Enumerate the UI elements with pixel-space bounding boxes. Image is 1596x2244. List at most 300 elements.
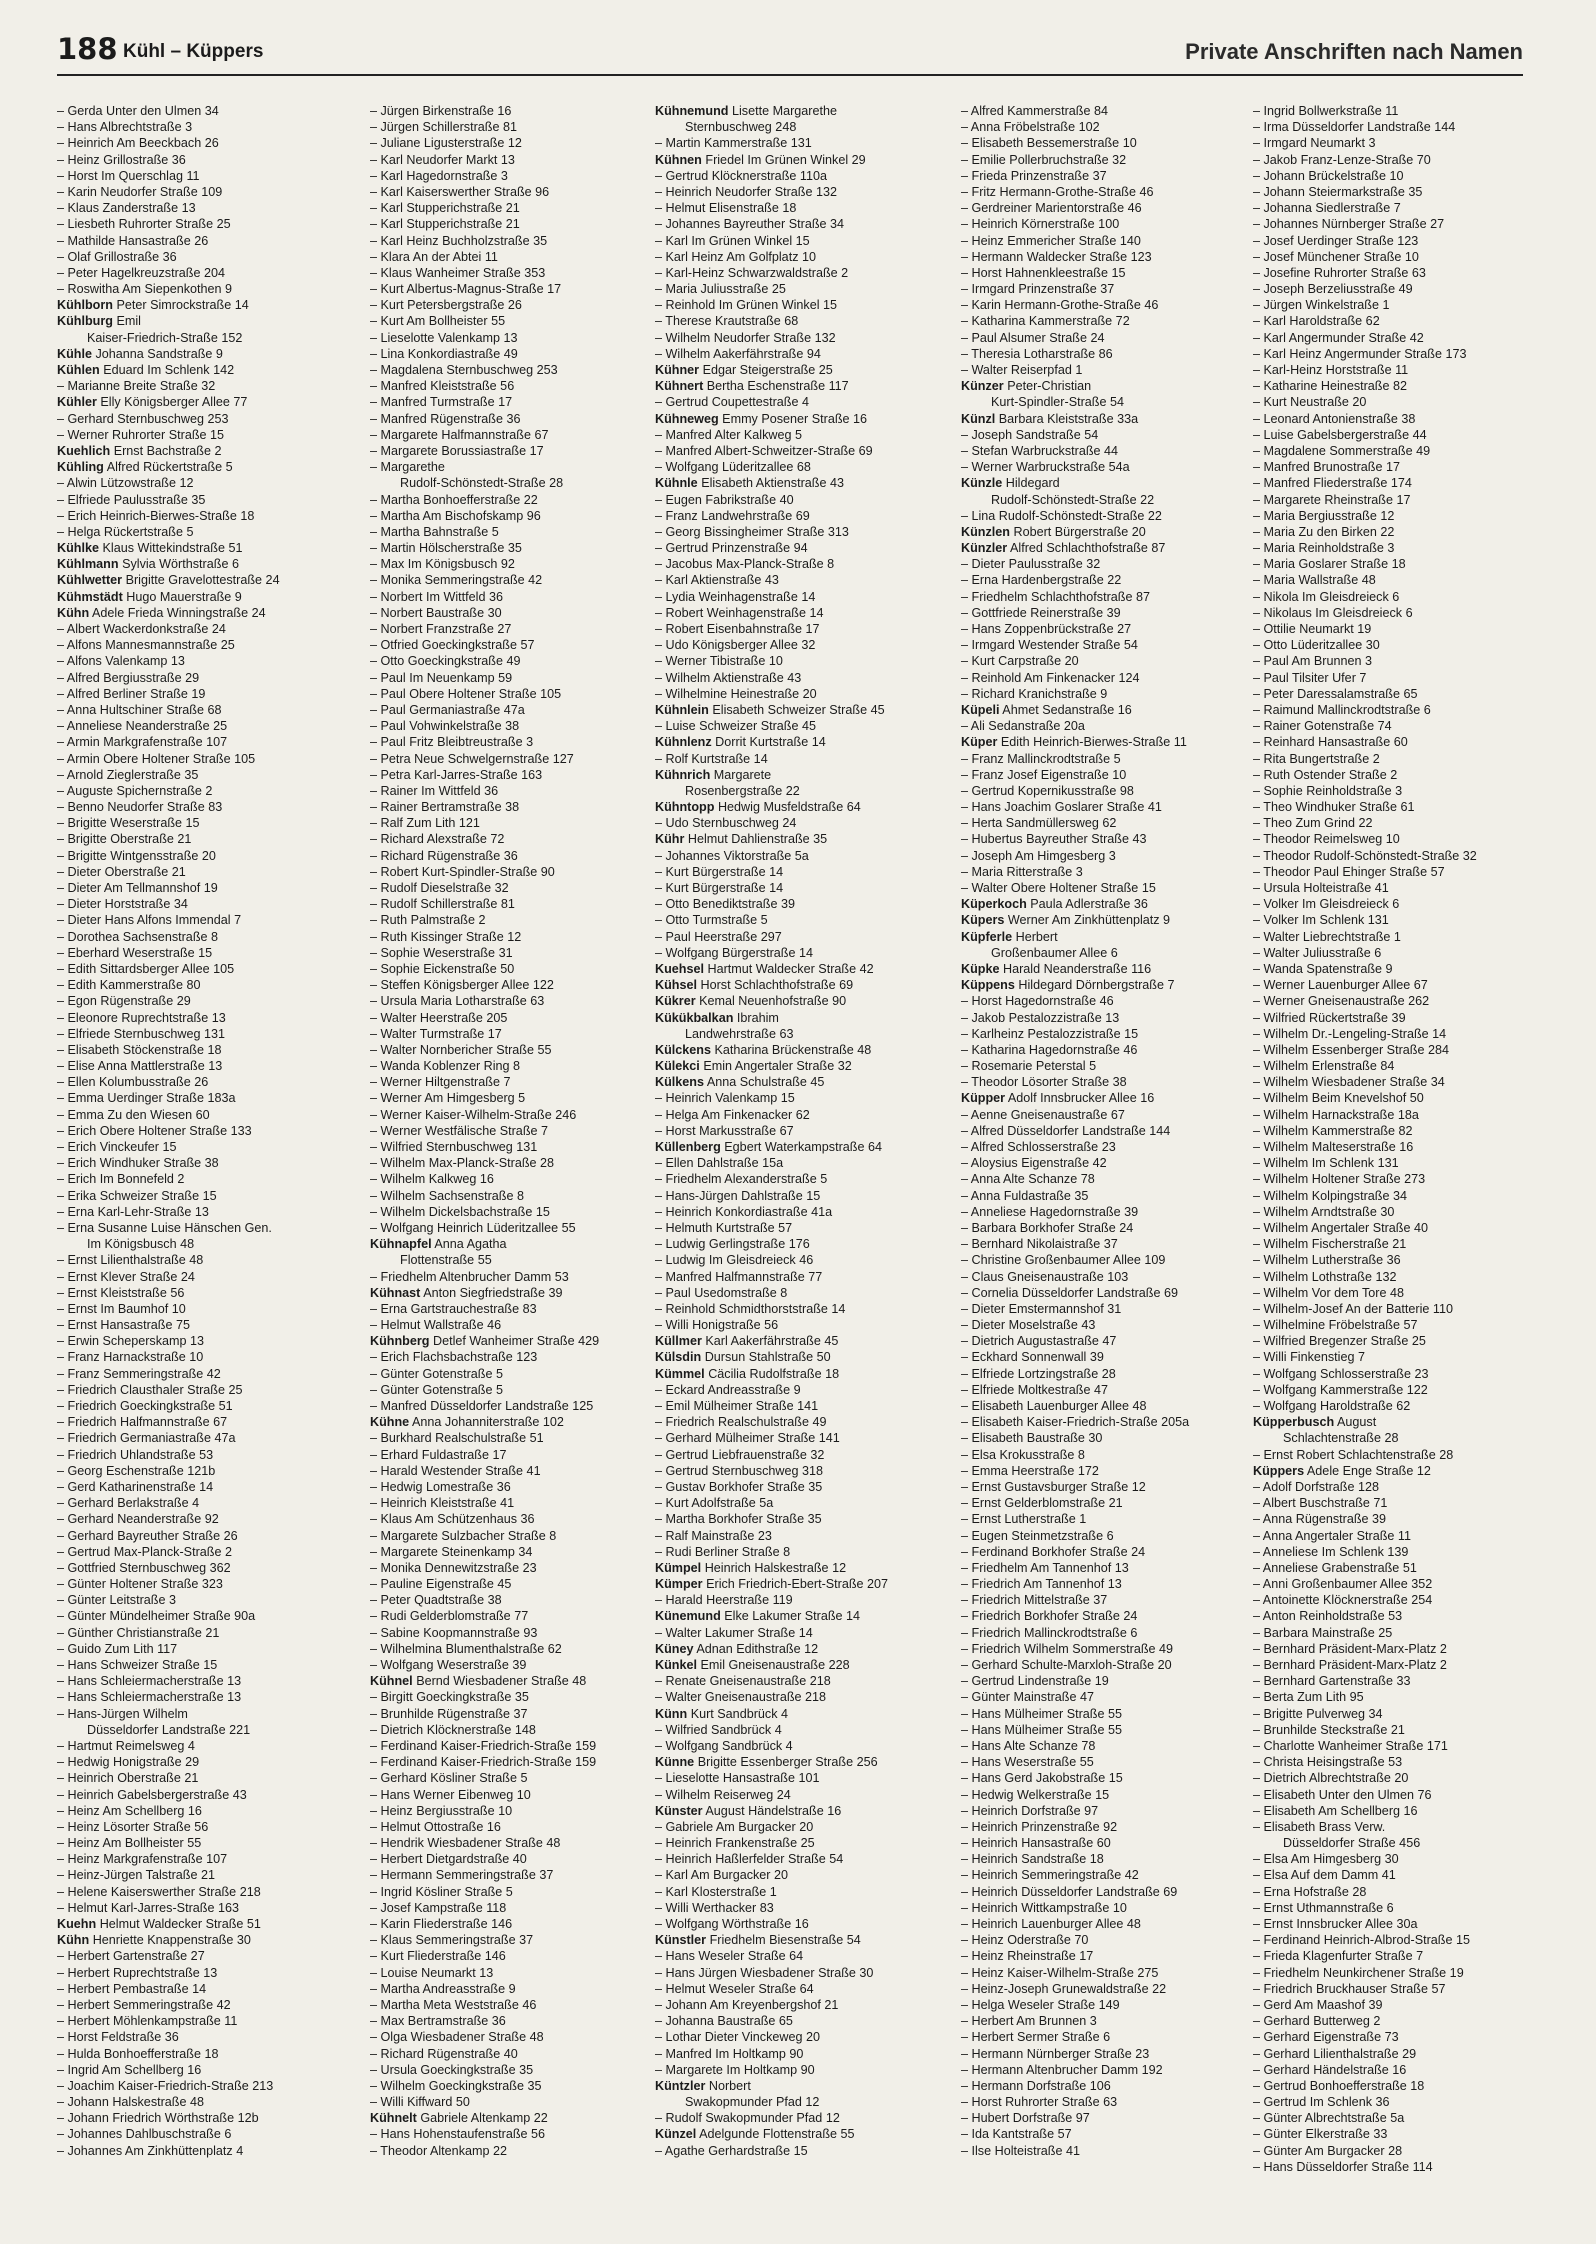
entry-text: – Maria Reinholdstraße 3 <box>1253 541 1395 556</box>
directory-entry <box>1253 313 1535 329</box>
directory-entry <box>370 1398 652 1414</box>
directory-entry <box>655 1884 937 1900</box>
entry-text: – Nikolaus Im Gleisdreieck 6 <box>1253 605 1413 620</box>
surname-heading: Künster <box>655 1803 703 1818</box>
directory-entry <box>961 1657 1243 1673</box>
directory-entry <box>370 1414 652 1430</box>
entry-text: – Anna Rügenstraße 39 <box>1253 1512 1387 1527</box>
directory-entry <box>1253 265 1535 281</box>
entry-text: – Gottfried Sternbuschweg 362 <box>57 1560 231 1575</box>
directory-entry <box>961 751 1243 767</box>
surname-heading: Küney <box>655 1641 694 1656</box>
entry-text: – Paul Vohwinkelstraße 38 <box>370 719 520 734</box>
directory-entry <box>961 1398 1243 1414</box>
running-title: Kühl – Küppers <box>123 41 264 62</box>
entry-text: – Dieter Emstermannshof 31 <box>961 1301 1122 1316</box>
directory-entry <box>370 1026 652 1042</box>
entry-text: – Heinrich Am Beeckbach 26 <box>57 136 219 151</box>
entry-text: Kurt-Spindler-Straße 54 <box>991 395 1124 410</box>
entry-text: – Christa Heisingstraße 53 <box>1253 1755 1403 1770</box>
entry-text: – Dietrich Augustastraße 47 <box>961 1334 1117 1349</box>
directory-entry <box>655 2062 937 2078</box>
entry-text: – Ali Sedanstraße 20a <box>961 719 1085 734</box>
directory-entry <box>1253 1916 1535 1932</box>
directory-entry <box>1253 1819 1535 1835</box>
entry-text: Emil Gneisenaustraße 228 <box>700 1658 850 1672</box>
entry-text: – Katharine Heinestraße 82 <box>1253 379 1408 394</box>
entry-text: – Gerhard Lilienthalstraße 29 <box>1253 2046 1417 2061</box>
entry-text: – Josef Kampstraße 118 <box>370 1900 507 1915</box>
entry-text: – Jakob Pestalozzistraße 13 <box>961 1010 1120 1025</box>
entry-text: – Herbert Möhlenkampstraße 11 <box>57 2014 238 2029</box>
directory-entry <box>655 508 937 524</box>
entry-text: – Franz Landwehrstraße 69 <box>655 508 810 523</box>
directory-entry <box>1253 783 1535 799</box>
entry-text: – Otto Turmstraße 5 <box>655 913 768 928</box>
directory-entry <box>370 152 652 168</box>
directory-entry <box>1253 767 1535 783</box>
entry-text: – Elisabeth Stöckenstraße 18 <box>57 1042 222 1057</box>
directory-entry <box>370 718 652 734</box>
directory-entry <box>1253 2046 1535 2062</box>
entry-text: Dorrit Kurtstraße 14 <box>715 735 826 750</box>
directory-entry <box>370 411 652 427</box>
directory-entry <box>961 864 1243 880</box>
entry-text: – Ruth Kissinger Straße 12 <box>370 929 522 944</box>
entry-text: – Guido Zum Lith 117 <box>57 1641 178 1656</box>
entry-text: – Wilhelm Fischerstraße 21 <box>1253 1237 1407 1252</box>
directory-entry <box>1253 912 1535 928</box>
surname-heading: Künzler <box>961 541 1008 556</box>
entry-text: Peter Simrockstraße 14 <box>116 298 249 313</box>
entry-text: Norbert <box>708 2078 751 2093</box>
entry-text: – Wilhelmine Fröbelstraße 57 <box>1253 1318 1418 1333</box>
entry-text: – Fritz Hermann-Grothe-Straße 46 <box>961 184 1154 199</box>
directory-entry <box>1253 653 1535 669</box>
entry-text: – Gerhard Bayreuther Straße 26 <box>57 1528 238 1543</box>
surname-heading: Küperkoch <box>961 897 1027 912</box>
entry-text: Rosenbergstraße 22 <box>685 783 800 798</box>
entry-text: Herbert <box>1015 929 1058 944</box>
directory-entry <box>370 103 652 119</box>
entry-text: – Eugen Fabrikstraße 40 <box>655 492 794 507</box>
entry-text: Adolf Innsbrucker Allee 16 <box>1007 1091 1155 1106</box>
directory-entry <box>370 2078 652 2094</box>
directory-entry <box>1253 848 1535 864</box>
directory-entry <box>57 751 339 767</box>
entry-text: – Gerhard Händelstraße 16 <box>1253 2062 1407 2077</box>
directory-entry <box>1253 1090 1535 1106</box>
directory-entry <box>961 119 1243 135</box>
directory-entry <box>655 1107 937 1123</box>
entry-text: – Werner Westfälische Straße 7 <box>370 1123 549 1138</box>
surname-heading: Küppens <box>961 978 1015 993</box>
surname-heading: Kühlborn <box>57 298 113 313</box>
directory-entry <box>961 848 1243 864</box>
directory-entry <box>1253 945 1535 961</box>
directory-entry <box>1253 751 1535 767</box>
entry-text: – Walter Obere Holtener Straße 15 <box>961 881 1156 895</box>
entry-text: – Udo Königsberger Allee 32 <box>655 638 816 653</box>
entry-text: – Walter Lakumer Straße 14 <box>655 1625 813 1640</box>
entry-text: – Monika Semmeringstraße 42 <box>370 573 543 588</box>
directory-entry <box>961 1414 1243 1430</box>
entry-text: – Karl-Heinz Schwarzwaldstraße 2 <box>655 265 849 280</box>
directory-entry <box>1253 815 1535 831</box>
directory-entry <box>655 831 937 847</box>
directory-entry <box>1253 1673 1535 1689</box>
directory-entry <box>961 1884 1243 1900</box>
entry-text: – Eugen Steinmetzstraße 6 <box>961 1528 1114 1543</box>
entry-text: – Gertrud Bonhoefferstraße 18 <box>1253 2078 1425 2093</box>
entry-text: – Erna Hofstraße 28 <box>1253 1884 1367 1899</box>
entry-text: – Karl Heinz Am Golfplatz 10 <box>655 249 816 264</box>
entry-text: Cäcilia Rudolfstraße 18 <box>708 1366 840 1381</box>
entry-text: – Wilhelm Kalkweg 16 <box>370 1172 494 1187</box>
entry-text: Bernd Wiesbadener Straße 48 <box>416 1674 587 1689</box>
directory-entry <box>655 1349 937 1365</box>
directory-entry <box>370 751 652 767</box>
directory-entry <box>961 1252 1243 1268</box>
entry-text: – Theodor Reimelsweg 10 <box>1253 832 1400 847</box>
directory-entry <box>961 1738 1243 1754</box>
entry-text: Ernst Bachstraße 2 <box>113 443 222 458</box>
directory-entry <box>57 443 339 459</box>
directory-entry <box>655 200 937 216</box>
directory-entry <box>961 1770 1243 1786</box>
directory-entry <box>961 1754 1243 1770</box>
entry-text: Hildegard Dörnbergstraße 7 <box>1018 978 1175 993</box>
directory-entry <box>1253 281 1535 297</box>
entry-text: – Edith Sittardsberger Allee 105 <box>57 961 235 976</box>
entry-text: – Max Bertramstraße 36 <box>370 2014 506 2029</box>
directory-entry <box>370 524 652 540</box>
entry-text: – Hans-Jürgen Wilhelm <box>57 1706 188 1721</box>
surname-heading: Kühneweg <box>655 411 719 426</box>
directory-entry <box>370 1188 652 1204</box>
entry-text: – Gerhard Mülheimer Straße 141 <box>655 1431 840 1446</box>
surname-heading: Künzel <box>655 2127 697 2142</box>
entry-text: Helmut Dahlienstraße 35 <box>687 832 828 847</box>
directory-entry <box>1253 1285 1535 1301</box>
directory-entry <box>57 135 339 151</box>
entry-text: Brigitte Gravelottestraße 24 <box>125 573 280 588</box>
entry-text: – Walter Juliusstraße 6 <box>1253 945 1382 960</box>
entry-text: – Kurt Fliederstraße 146 <box>370 1949 506 1964</box>
entry-text: – Friedhelm Am Tannenhof 13 <box>961 1560 1129 1575</box>
directory-entry <box>370 1430 652 1446</box>
entry-text: – Heinz Lösorter Straße 56 <box>57 1819 209 1834</box>
directory-entry <box>1253 864 1535 880</box>
entry-text: – Friedrich Wilhelm Sommerstraße 49 <box>961 1641 1174 1656</box>
entry-text: – Heinrich Hansastraße 60 <box>961 1836 1111 1851</box>
entry-text: – Friedhelm Altenbrucher Damm 53 <box>370 1269 569 1284</box>
directory-entry <box>655 378 937 394</box>
directory-entry <box>370 1155 652 1171</box>
directory-entry <box>655 135 937 151</box>
directory-entry <box>57 961 339 977</box>
entry-text: – Wilhelm Erlenstraße 84 <box>1253 1059 1395 1074</box>
directory-entry <box>655 1447 937 1463</box>
directory-entry <box>370 1528 652 1544</box>
entry-text: – Horst Hahnenkleestraße 15 <box>961 265 1126 280</box>
surname-heading: Kühmstädt <box>57 589 123 604</box>
directory-entry <box>57 346 339 362</box>
entry-text: – Heinz Bergiusstraße 10 <box>370 1803 513 1818</box>
directory-entry <box>961 1641 1243 1657</box>
entry-text: – Klaus Semmeringstraße 37 <box>370 1933 534 1948</box>
directory-entry <box>961 2029 1243 2045</box>
directory-entry <box>57 1495 339 1511</box>
directory-entry <box>1253 1398 1535 1414</box>
entry-text: – Ferdinand Kaiser-Friedrich-Straße 159 <box>370 1738 597 1753</box>
directory-entry <box>57 1204 339 1220</box>
entry-text: – Dieter Moselstraße 43 <box>961 1318 1096 1333</box>
entry-text: – Gerhard Berlakstraße 4 <box>57 1496 200 1511</box>
directory-entry <box>961 330 1243 346</box>
directory-entry <box>370 2062 652 2078</box>
entry-text: – Anna Hultschiner Straße 68 <box>57 702 222 717</box>
directory-entry <box>655 1171 937 1187</box>
entry-text: – Gerhard Schulte-Marxloh-Straße 20 <box>961 1658 1172 1672</box>
entry-text: – Maria Zu den Birken 22 <box>1253 524 1395 539</box>
entry-text: Anton Siegfriedstraße 39 <box>423 1285 563 1300</box>
directory-entry <box>961 1317 1243 1333</box>
entry-text: – Günter Holtener Straße 323 <box>57 1577 223 1592</box>
directory-entry <box>57 1770 339 1786</box>
directory-entry <box>655 297 937 313</box>
entry-text: – Helene Kaiserswerther Straße 218 <box>57 1884 261 1899</box>
directory-entry <box>1253 1220 1535 1236</box>
directory-entry <box>57 1366 339 1382</box>
directory-entry <box>370 1301 652 1317</box>
directory-entry <box>370 1900 652 1916</box>
directory-entry <box>57 1301 339 1317</box>
directory-entry <box>370 1382 652 1398</box>
entry-text: – Otfried Goeckingkstraße 57 <box>370 638 535 653</box>
entry-text: – Anton Reinholdstraße 53 <box>1253 1609 1403 1624</box>
entry-text: – Klaus Zanderstraße 13 <box>57 201 196 216</box>
directory-entry <box>655 702 937 718</box>
directory-entry <box>1253 184 1535 200</box>
entry-text: – Werner Lauenburger Allee 67 <box>1253 978 1428 993</box>
directory-entry <box>57 1803 339 1819</box>
entry-text: – Paul Fritz Bleibtreustraße 3 <box>370 735 534 750</box>
directory-entry <box>655 2078 937 2094</box>
entry-text: Hartmut Waldecker Straße 42 <box>707 961 874 976</box>
entry-text: – Lothar Dieter Vinckeweg 20 <box>655 2030 820 2045</box>
entry-text: – Brigitte Wintgensstraße 20 <box>57 848 216 863</box>
entry-text: – Theodor Altenkamp 22 <box>370 2143 507 2158</box>
directory-entry <box>655 1220 937 1236</box>
entry-text: – Ernst Robert Schlachtenstraße 28 <box>1253 1447 1454 1462</box>
surname-heading: Kühlmann <box>57 557 119 572</box>
entry-text: – Ingrid Bollwerkstraße 11 <box>1253 104 1399 118</box>
directory-entry <box>1253 459 1535 475</box>
directory-entry <box>655 492 937 508</box>
directory-entry <box>370 1965 652 1981</box>
entry-text: – Manfred Im Holtkamp 90 <box>655 2046 804 2061</box>
directory-entry <box>1253 1511 1535 1527</box>
directory-entry <box>655 1252 937 1268</box>
directory-entry <box>57 475 339 491</box>
entry-text: Elly Königsberger Allee 77 <box>100 395 248 410</box>
directory-entry <box>655 233 937 249</box>
directory-entry <box>961 1236 1243 1252</box>
entry-text: – Johanna Siedlerstraße 7 <box>1253 201 1401 216</box>
directory-entry <box>655 540 937 556</box>
entry-text: – Margarete Steinenkamp 34 <box>370 1544 533 1559</box>
directory-entry <box>370 1608 652 1624</box>
directory-entry <box>370 1058 652 1074</box>
entry-text: – Robert Eisenbahnstraße 17 <box>655 622 820 636</box>
entry-text: – Lieselotte Hansastraße 101 <box>655 1771 820 1786</box>
entry-text: Helmut Waldecker Straße 51 <box>99 1917 261 1931</box>
surname-heading: Kühnert <box>655 379 704 394</box>
entry-text: – Roswitha Am Siepenkothen 9 <box>57 282 233 297</box>
directory-entry <box>57 1689 339 1705</box>
entry-text: – Jürgen Birkenstraße 16 <box>370 104 512 118</box>
directory-entry <box>370 767 652 783</box>
directory-entry <box>370 815 652 831</box>
directory-entry <box>655 265 937 281</box>
entry-text: – Wilhelm Neudorfer Straße 132 <box>655 330 836 345</box>
entry-text: – Herbert Semmeringstraße 42 <box>57 1997 231 2012</box>
directory-entry <box>370 1673 652 1689</box>
directory-entry <box>961 1803 1243 1819</box>
entry-text: – Paul Am Brunnen 3 <box>1253 654 1373 669</box>
directory-entry <box>655 896 937 912</box>
entry-text: – Helmuth Kurtstraße 57 <box>655 1220 793 1235</box>
directory-entry <box>961 1107 1243 1123</box>
entry-text: – Friedrich Clausthaler Straße 25 <box>57 1382 243 1397</box>
entry-text: – Herbert Dietgardstraße 40 <box>370 1852 527 1867</box>
entry-text: – Willi Honigstraße 56 <box>655 1318 779 1333</box>
entry-text: – Helga Weseler Straße 149 <box>961 1997 1120 2012</box>
surname-heading: Künne <box>655 1755 695 1770</box>
surname-heading: Kühling <box>57 460 104 475</box>
entry-text: – Theo Zum Grind 22 <box>1253 816 1373 831</box>
directory-entry <box>57 1090 339 1106</box>
entry-text: – Willi Finkenstieg 7 <box>1253 1350 1365 1365</box>
directory-entry <box>370 1511 652 1527</box>
surname-heading: Kühnen <box>655 152 702 167</box>
entry-text: – Ferdinand Heinrich-Albrod-Straße 15 <box>1253 1933 1470 1948</box>
surname-heading: Kükrer <box>655 994 696 1009</box>
entry-text: – Herta Sandmüllersweg 62 <box>961 816 1117 831</box>
entry-text: – Ruth Palmstraße 2 <box>370 913 486 928</box>
directory-entry <box>655 556 937 572</box>
entry-text: – Kurt Adolfstraße 5a <box>655 1496 774 1511</box>
directory-entry <box>1253 880 1535 896</box>
entry-text: – Heinrich Düsseldorfer Landstraße 69 <box>961 1884 1178 1899</box>
entry-text: – Gertrud Liebfrauenstraße 32 <box>655 1447 825 1462</box>
entry-text: – Louise Neumarkt 13 <box>370 1965 494 1980</box>
entry-text: – Eckhard Sonnenwall 39 <box>961 1350 1104 1365</box>
directory-entry <box>961 1625 1243 1641</box>
surname-heading: Kümmel <box>655 1366 705 1381</box>
directory-entry <box>961 799 1243 815</box>
entry-text: – Paul Alsumer Straße 24 <box>961 330 1105 345</box>
entry-text: – Manfred Halfmannstraße 77 <box>655 1269 823 1284</box>
directory-entry <box>370 1867 652 1883</box>
directory-entry <box>655 459 937 475</box>
directory-entry <box>370 1090 652 1106</box>
entry-text: – Theodor Paul Ehinger Straße 57 <box>1253 864 1445 879</box>
entry-text: – Karl Im Grünen Winkel 15 <box>655 233 810 248</box>
directory-entry <box>57 1447 339 1463</box>
directory-entry <box>370 1803 652 1819</box>
entry-text: – Erna Susanne Luise Hänschen Gen. <box>57 1220 272 1235</box>
directory-entry <box>57 1544 339 1560</box>
entry-text: – Horst Markusstraße 67 <box>655 1123 794 1138</box>
entry-text: – Rosemarie Peterstal 5 <box>961 1059 1097 1074</box>
directory-entry <box>57 1673 339 1689</box>
entry-text: – Heinrich Valenkamp 15 <box>655 1091 795 1106</box>
directory-entry <box>1253 168 1535 184</box>
entry-text: – Hans Albrechtstraße 3 <box>57 120 193 135</box>
directory-entry <box>655 1463 937 1479</box>
entry-text: Sylvia Wörthstraße 6 <box>122 557 239 572</box>
entry-text: Im Königsbusch 48 <box>87 1237 195 1252</box>
directory-entry <box>57 1867 339 1883</box>
entry-text: Gabriele Altenkamp 22 <box>420 2111 548 2126</box>
entry-text: – Elise Anna Mattlerstraße 13 <box>57 1059 223 1074</box>
entry-text: – Willi Kiffward 50 <box>370 2095 470 2110</box>
directory-entry <box>57 718 339 734</box>
entry-text: – Heinrich Konkordiastraße 41a <box>655 1204 833 1219</box>
entry-text: – Hedwig Honigstraße 29 <box>57 1755 200 1770</box>
directory-entry <box>961 475 1243 491</box>
entry-text: – Lina Konkordiastraße 49 <box>370 346 518 361</box>
entry-text: – Paul Tilsiter Ufer 7 <box>1253 670 1367 685</box>
directory-entry <box>57 734 339 750</box>
entry-text: Katharina Brückenstraße 48 <box>714 1042 872 1057</box>
entry-text: – Horst Feldstraße 36 <box>57 2030 179 2045</box>
directory-entry <box>655 524 937 540</box>
directory-entry <box>370 993 652 1009</box>
directory-entry <box>57 2078 339 2094</box>
directory-entry <box>370 216 652 232</box>
entry-text: – Karl Kaiserswerther Straße 96 <box>370 184 550 199</box>
column-1 <box>57 103 339 2159</box>
entry-text: – Franz Josef Eigenstraße 10 <box>961 767 1127 782</box>
directory-entry <box>961 1026 1243 1042</box>
entry-text: – Gerdreiner Marientorstraße 46 <box>961 201 1142 216</box>
surname-heading: Kühner <box>655 363 700 377</box>
entry-text: – Arnold Zieglerstraße 35 <box>57 767 199 782</box>
entry-text: – Friedrich Bruckhauser Straße 57 <box>1253 1981 1446 1996</box>
directory-entry <box>961 1333 1243 1349</box>
directory-entry <box>961 135 1243 151</box>
entry-text: – Werner Am Himgesberg 5 <box>370 1091 526 1106</box>
entry-text: – Wilhelm Goeckingkstraße 35 <box>370 2078 542 2093</box>
entry-text: – Friedhelm Neunkirchener Straße 19 <box>1253 1965 1464 1980</box>
directory-entry <box>370 1463 652 1479</box>
directory-entry <box>961 1851 1243 1867</box>
entry-text: – Helga Rückertstraße 5 <box>57 524 194 539</box>
directory-entry <box>370 1981 652 1997</box>
entry-text: – Peter Daressalamstraße 65 <box>1253 686 1418 701</box>
directory-entry <box>655 1074 937 1090</box>
directory-entry <box>1253 734 1535 750</box>
directory-entry <box>370 1349 652 1365</box>
directory-entry <box>1253 1479 1535 1495</box>
directory-entry <box>370 265 652 281</box>
directory-entry <box>961 702 1243 718</box>
entry-text: – Hermann Semmeringstraße 37 <box>370 1868 554 1883</box>
directory-entry <box>57 233 339 249</box>
